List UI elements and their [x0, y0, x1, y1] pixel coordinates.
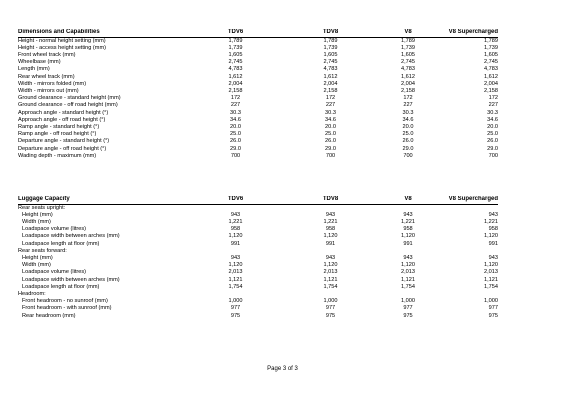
table-row	[18, 219, 498, 226]
row-label: Ground clearance - standard height (mm)	[18, 95, 121, 102]
row-label: Height - access height setting (mm)	[18, 44, 106, 51]
cell-value: 1,739	[401, 44, 415, 51]
row-label: Ramp angle - standard height (°)	[18, 124, 100, 131]
cell-value	[438, 204, 498, 212]
row-label: Width (mm)	[22, 219, 51, 225]
cell-value: 991	[488, 240, 498, 247]
cell-value: 1,605	[484, 52, 498, 58]
cell-value: 958	[488, 226, 498, 233]
row-label: Loadspace width between arches (mm)	[22, 233, 120, 240]
row-label: Loadspace length at floor (mm)	[22, 240, 100, 247]
cell-value: 20.0	[325, 124, 336, 131]
table-row	[18, 298, 498, 305]
column-header-v8-supercharged: V8 Supercharged	[438, 29, 498, 37]
cell-value: 1,612	[323, 73, 338, 80]
cell-value: 991	[325, 240, 336, 247]
dimensions-header-row	[18, 29, 498, 37]
cell-value: 1,612	[228, 73, 243, 80]
cell-value: 2,004	[323, 80, 338, 87]
column-header-tdv6: TDV6	[188, 196, 283, 204]
cell-value: 4,783	[323, 66, 338, 73]
luggage-header-row	[18, 196, 498, 204]
cell-value: 943	[488, 211, 498, 218]
cell-value: 1,221	[228, 219, 243, 225]
row-label: Wheelbase (mm)	[18, 59, 61, 66]
cell-value: 1,754	[228, 283, 243, 290]
cell-value: 1,120	[484, 233, 498, 240]
cell-value: 1,739	[323, 44, 338, 51]
cell-value: 1,221	[323, 219, 338, 225]
cell-value: 2,745	[228, 59, 243, 66]
dimensions-title: Dimensions and Capabilities	[18, 29, 188, 37]
cell-value: 1,000	[323, 298, 338, 305]
cell-value: 2,745	[484, 59, 498, 66]
row-label: Departure angle - off road height (°)	[18, 145, 107, 152]
row-label: Departure angle - standard height (°)	[18, 138, 110, 145]
cell-value: 700	[230, 152, 241, 159]
cell-value: 2,745	[323, 59, 338, 66]
cell-value: 958	[230, 226, 241, 233]
table-row	[18, 59, 498, 66]
cell-value: 991	[230, 240, 241, 247]
cell-value: 2,158	[228, 88, 243, 95]
row-label: Rear wheel track (mm)	[18, 73, 75, 80]
cell-value: 1,789	[228, 37, 243, 44]
table-row	[18, 95, 498, 102]
cell-value: 975	[403, 312, 413, 319]
cell-value	[378, 291, 438, 298]
cell-value: 1,754	[484, 283, 498, 290]
cell-value: 34.6	[325, 116, 336, 123]
table-row	[18, 124, 498, 131]
cell-value: 2,745	[401, 59, 415, 66]
cell-value: 2,013	[228, 269, 243, 276]
row-label: Length (mm)	[18, 66, 50, 73]
column-header-tdv8: TDV8	[283, 196, 378, 204]
cell-value	[378, 248, 438, 255]
row-label: Approach angle - off road height (°)	[18, 116, 106, 123]
cell-value: 172	[325, 95, 336, 102]
table-row	[18, 212, 498, 219]
section-subheader-row	[18, 204, 498, 212]
cell-value: 2,158	[401, 88, 415, 95]
cell-value: 1,120	[401, 262, 415, 269]
cell-value: 2,158	[484, 88, 498, 95]
table-row	[18, 37, 498, 45]
cell-value: 943	[403, 211, 413, 218]
cell-value: 975	[230, 312, 241, 319]
cell-value: 943	[230, 255, 241, 262]
cell-value: 1,221	[484, 219, 498, 225]
cell-value: 29.0	[487, 145, 498, 152]
cell-value: 1,121	[228, 276, 243, 283]
cell-value: 1,612	[401, 73, 415, 80]
table-row	[18, 277, 498, 284]
table-row	[18, 52, 498, 59]
cell-value: 1,120	[401, 233, 415, 240]
cell-value: 1,739	[228, 44, 243, 51]
cell-value: 2,013	[401, 269, 415, 276]
cell-value: 2,004	[484, 80, 498, 87]
row-label: Front wheel track (mm)	[18, 52, 76, 58]
page-number: Page 3 of 3	[267, 366, 298, 372]
row-label: Width (mm)	[22, 262, 51, 269]
cell-value: 1,000	[484, 298, 498, 305]
cell-value: 1,121	[323, 276, 338, 283]
cell-value: 227	[325, 102, 336, 109]
table-row	[18, 88, 498, 95]
cell-value: 1,121	[401, 276, 415, 283]
cell-value: 1,754	[323, 283, 338, 290]
luggage-table	[18, 196, 498, 320]
cell-value: 943	[488, 255, 498, 262]
cell-value	[438, 248, 498, 255]
subheader-label: Rear seats upright:	[18, 204, 66, 211]
row-label: Wading depth - maximum (mm)	[18, 152, 97, 159]
row-label: Height (mm)	[22, 211, 53, 218]
cell-value: 1,754	[401, 283, 415, 290]
table-row	[18, 74, 498, 81]
cell-value: 2,004	[401, 80, 415, 87]
cell-value: 26.0	[487, 138, 498, 145]
table-row	[18, 233, 498, 240]
row-label: Front headroom - with sunroof (mm)	[22, 305, 112, 312]
column-header-tdv6: TDV6	[188, 29, 283, 37]
table-row	[18, 255, 498, 262]
cell-value: 227	[403, 102, 413, 109]
cell-value: 26.0	[230, 138, 241, 145]
row-label: Height - normal height setting (mm)	[18, 37, 106, 44]
cell-value: 227	[230, 102, 241, 109]
cell-value: 26.0	[402, 138, 414, 145]
table-row	[18, 81, 498, 88]
table-row	[18, 45, 498, 52]
row-label: Loadspace length at floor (mm)	[22, 283, 100, 290]
cell-value: 975	[325, 312, 336, 319]
cell-value: 1,221	[401, 219, 415, 225]
cell-value: 1,739	[484, 44, 498, 51]
cell-value	[283, 291, 378, 298]
cell-value: 25.0	[325, 131, 336, 138]
cell-value: 1,120	[228, 262, 243, 269]
cell-value: 977	[325, 305, 336, 312]
column-header-v8: V8	[378, 196, 438, 204]
cell-value: 34.6	[402, 116, 414, 123]
cell-value: 943	[403, 255, 413, 262]
cell-value: 1,789	[323, 37, 338, 44]
cell-value: 25.0	[230, 131, 241, 138]
cell-value: 1,120	[323, 233, 338, 240]
subheader-label: Headroom:	[18, 291, 46, 298]
cell-value: 2,158	[323, 88, 338, 95]
table-row	[18, 305, 498, 312]
cell-value: 25.0	[487, 131, 498, 138]
row-label: Loadspace volume (litres)	[22, 269, 87, 276]
cell-value: 977	[488, 305, 498, 312]
cell-value	[438, 291, 498, 298]
cell-value: 25.0	[402, 131, 414, 138]
row-label: Ground clearance - off road height (mm)	[18, 102, 118, 109]
cell-value: 227	[488, 102, 498, 109]
cell-value: 34.6	[230, 116, 241, 123]
cell-value: 943	[325, 255, 336, 262]
cell-value: 29.0	[230, 145, 241, 152]
subheader-label: Rear seats forward:	[18, 247, 67, 254]
cell-value: 1,789	[401, 37, 415, 44]
dimensions-table	[18, 29, 498, 160]
cell-value: 29.0	[402, 145, 414, 152]
cell-value: 1,000	[228, 298, 243, 305]
cell-value: 1,121	[484, 276, 498, 283]
cell-value	[188, 291, 283, 298]
cell-value: 4,783	[484, 66, 498, 73]
cell-value: 958	[403, 226, 413, 233]
table-row	[18, 241, 498, 248]
cell-value: 700	[325, 152, 336, 159]
table-row	[18, 313, 498, 320]
cell-value	[283, 204, 378, 212]
cell-value: 26.0	[325, 138, 336, 145]
cell-value: 991	[403, 240, 413, 247]
cell-value: 2,004	[228, 80, 243, 87]
table-row	[18, 66, 498, 73]
luggage-title: Luggage Capacity	[18, 196, 188, 204]
cell-value: 1,120	[323, 262, 338, 269]
cell-value	[283, 248, 378, 255]
cell-value: 29.0	[325, 145, 336, 152]
table-row	[18, 269, 498, 276]
cell-value: 34.6	[487, 116, 498, 123]
column-header-v8: V8	[378, 29, 438, 37]
row-label: Ramp angle - off road height (°)	[18, 131, 97, 138]
section-subheader-row	[18, 291, 498, 298]
table-row	[18, 131, 498, 138]
table-row	[18, 146, 498, 153]
table-row	[18, 262, 498, 269]
table-row	[18, 226, 498, 233]
row-label: Loadspace volume (litres)	[22, 226, 87, 233]
column-header-tdv8: TDV8	[283, 29, 378, 37]
row-label: Approach angle - standard height (°)	[18, 109, 109, 116]
row-label: Loadspace width between arches (mm)	[22, 276, 120, 283]
cell-value: 1,605	[228, 52, 243, 58]
cell-value: 30.3	[230, 109, 241, 116]
table-row	[18, 110, 498, 117]
cell-value: 30.3	[402, 109, 414, 116]
table-row	[18, 117, 498, 124]
cell-value: 943	[325, 211, 336, 218]
cell-value: 2,013	[484, 269, 498, 276]
row-label: Width - mirrors out (mm)	[18, 88, 79, 95]
cell-value: 4,783	[228, 66, 243, 73]
table-row	[18, 153, 498, 160]
cell-value: 1,000	[401, 298, 415, 305]
cell-value: 172	[230, 95, 241, 102]
cell-value: 1,120	[484, 262, 498, 269]
cell-value: 943	[230, 211, 241, 218]
cell-value: 700	[488, 152, 498, 159]
cell-value: 172	[488, 95, 498, 102]
cell-value: 20.0	[402, 124, 414, 131]
cell-value: 30.3	[487, 109, 498, 116]
cell-value: 1,605	[401, 52, 415, 58]
cell-value: 1,789	[484, 37, 498, 44]
cell-value: 30.3	[325, 109, 336, 116]
cell-value: 700	[403, 152, 413, 159]
row-label: Height (mm)	[22, 255, 53, 262]
cell-value: 172	[403, 95, 413, 102]
cell-value: 4,783	[401, 66, 415, 73]
cell-value: 977	[230, 305, 241, 312]
cell-value: 977	[403, 305, 413, 312]
cell-value: 1,612	[484, 73, 498, 80]
cell-value: 2,013	[323, 269, 338, 276]
row-label: Front headroom - no sunroof (mm)	[22, 298, 108, 305]
cell-value: 1,605	[323, 52, 338, 58]
cell-value	[188, 204, 283, 212]
cell-value: 20.0	[487, 124, 498, 131]
row-label: Rear headroom (mm)	[22, 312, 76, 319]
cell-value: 958	[325, 226, 336, 233]
table-row	[18, 284, 498, 291]
table-row	[18, 102, 498, 109]
row-label: Width - mirrors folded (mm)	[18, 80, 87, 87]
cell-value	[378, 204, 438, 212]
cell-value: 1,120	[228, 233, 243, 240]
cell-value: 975	[488, 312, 498, 319]
cell-value: 20.0	[230, 124, 241, 131]
column-header-v8-supercharged: V8 Supercharged	[438, 196, 498, 204]
table-row	[18, 138, 498, 145]
section-subheader-row	[18, 248, 498, 255]
cell-value	[188, 248, 283, 255]
